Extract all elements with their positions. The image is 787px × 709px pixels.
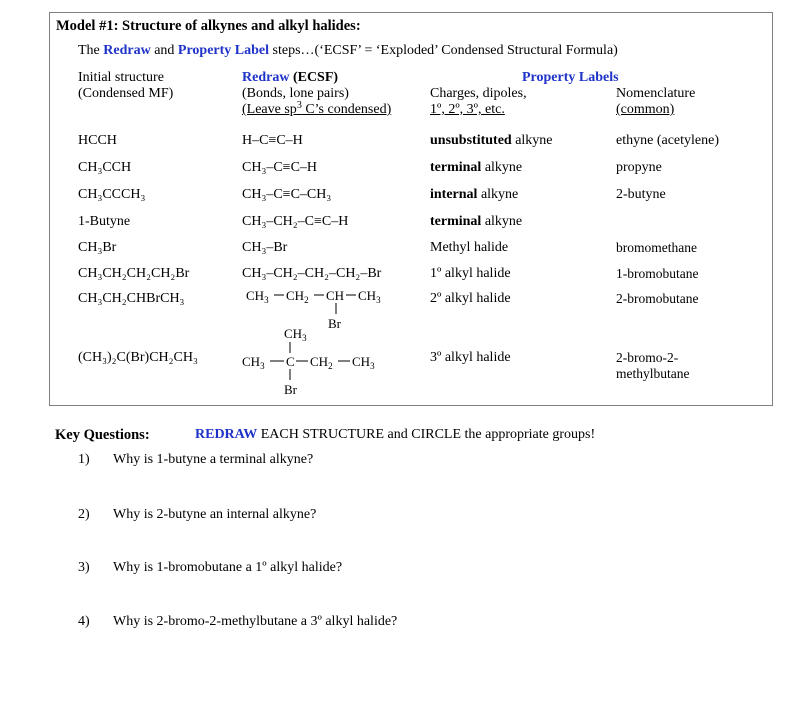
row5-name: bromomethane [616, 240, 697, 255]
row1-initial: HCCH [78, 133, 117, 148]
model-intro: The Redraw and Property Label steps…(‘ECSF’ = ‘Exploded’ Condensed Structural Formula) [78, 43, 618, 58]
header-redraw-1: Redraw (ECSF) [242, 70, 339, 85]
redraw-word: Redraw [103, 43, 151, 58]
row7-ch3-b: $CH_3$ [358, 288, 381, 305]
row8-ch3-top: $CH_3$ [284, 326, 307, 343]
row7-initial: CH₃CH₂CHBrCH₃ [78, 291, 185, 306]
row7-ch: CH [326, 288, 345, 303]
row1-label: unsubstituted alkyne [430, 133, 553, 148]
row5-initial: CH₃Br [78, 240, 117, 255]
row7-br: Br [328, 316, 341, 331]
row8-ch3-right: $CH_3$ [352, 354, 375, 371]
row6-name: 1-bromobutane [616, 266, 699, 281]
header-initial-1: Initial structure [78, 70, 164, 85]
row2-label: terminal alkyne [430, 160, 523, 175]
row6-initial: CH₃CH₂CH₂CH₂Br [78, 266, 190, 281]
header-name-1: Nomenclature [616, 86, 696, 101]
header-labels-1: Charges, dipoles, [430, 86, 527, 101]
key-questions-label: Key Questions: [55, 427, 150, 443]
header-property-labels: Property Labels [522, 70, 619, 85]
row8-initial: (CH₃)₂C(Br)CH₂CH₃ [78, 350, 198, 365]
row2-name: propyne [616, 160, 662, 175]
question-3-text: Why is 1-bromobutane a 1º alkyl halide? [113, 560, 343, 575]
header-redraw-2: (Bonds, lone pairs) [242, 86, 349, 101]
header-name-2: (common) [616, 102, 675, 117]
row8-ch2: $CH_2$ [310, 354, 333, 371]
row1-redraw: H–C≡C–H [242, 133, 303, 148]
row7-ch2: $CH_2$ [286, 288, 309, 305]
row2-redraw: CH₃–C≡C–H [242, 160, 318, 175]
question-2-number: 2) [78, 507, 90, 522]
row6-label: 1º alkyl halide [430, 266, 511, 281]
row3-name: 2-butyne [616, 187, 666, 202]
question-3-number: 3) [78, 560, 90, 575]
row4-initial: 1-Butyne [78, 214, 131, 229]
question-1-text: Why is 1-butyne a terminal alkyne? [113, 452, 314, 467]
row7-ch3-a: $CH_3$ [246, 288, 269, 305]
question-4-number: 4) [78, 614, 90, 629]
row8-c: C [286, 354, 295, 369]
header-redraw-3: (Leave $sp^3$ C’s condensed) [242, 100, 392, 117]
row8-structure [240, 324, 410, 400]
row8-label: 3º alkyl halide [430, 350, 511, 365]
row8-ch3-left: $CH_3$ [242, 354, 265, 371]
row8-name-1: 2-bromo-2- [616, 350, 679, 365]
row7-name: 2-bromobutane [616, 291, 699, 306]
row8-name-2: methylbutane [616, 366, 690, 381]
question-4-text: Why is 2-bromo-2-methylbutane a 3º alkyl halide? [113, 614, 398, 629]
question-2-text: Why is 2-butyne an internal alkyne? [113, 507, 317, 522]
row3-initial: CH₃CCCH₃ [78, 187, 146, 202]
header-labels-2: 1º, 2º, 3º, etc. [430, 102, 505, 117]
row7-label: 2º alkyl halide [430, 291, 511, 306]
row5-label: Methyl halide [430, 240, 509, 255]
header-initial-2: (Condensed MF) [78, 86, 174, 101]
row4-label: terminal alkyne [430, 214, 523, 229]
property-label-word: Property Label [177, 43, 270, 58]
row8-br: Br [284, 382, 297, 397]
row3-label: internal alkyne [430, 187, 519, 202]
key-questions-instruction: REDRAW EACH STRUCTURE and CIRCLE the appropriate groups! [195, 427, 596, 442]
row6-redraw: CH₃–CH₂–CH₂–CH₂–Br [242, 266, 382, 281]
model-title: Model #1: Structure of alkynes and alkyl halides: [56, 18, 361, 34]
row4-redraw: CH₃–CH₂–C≡C–H [242, 214, 349, 229]
row5-redraw: CH₃–Br [242, 240, 288, 255]
row1-name: ethyne (acetylene) [616, 133, 719, 148]
question-1-number: 1) [78, 452, 90, 467]
row3-redraw: CH₃–C≡C–CH₃ [242, 187, 332, 202]
row2-initial: CH₃CCH [78, 160, 132, 175]
